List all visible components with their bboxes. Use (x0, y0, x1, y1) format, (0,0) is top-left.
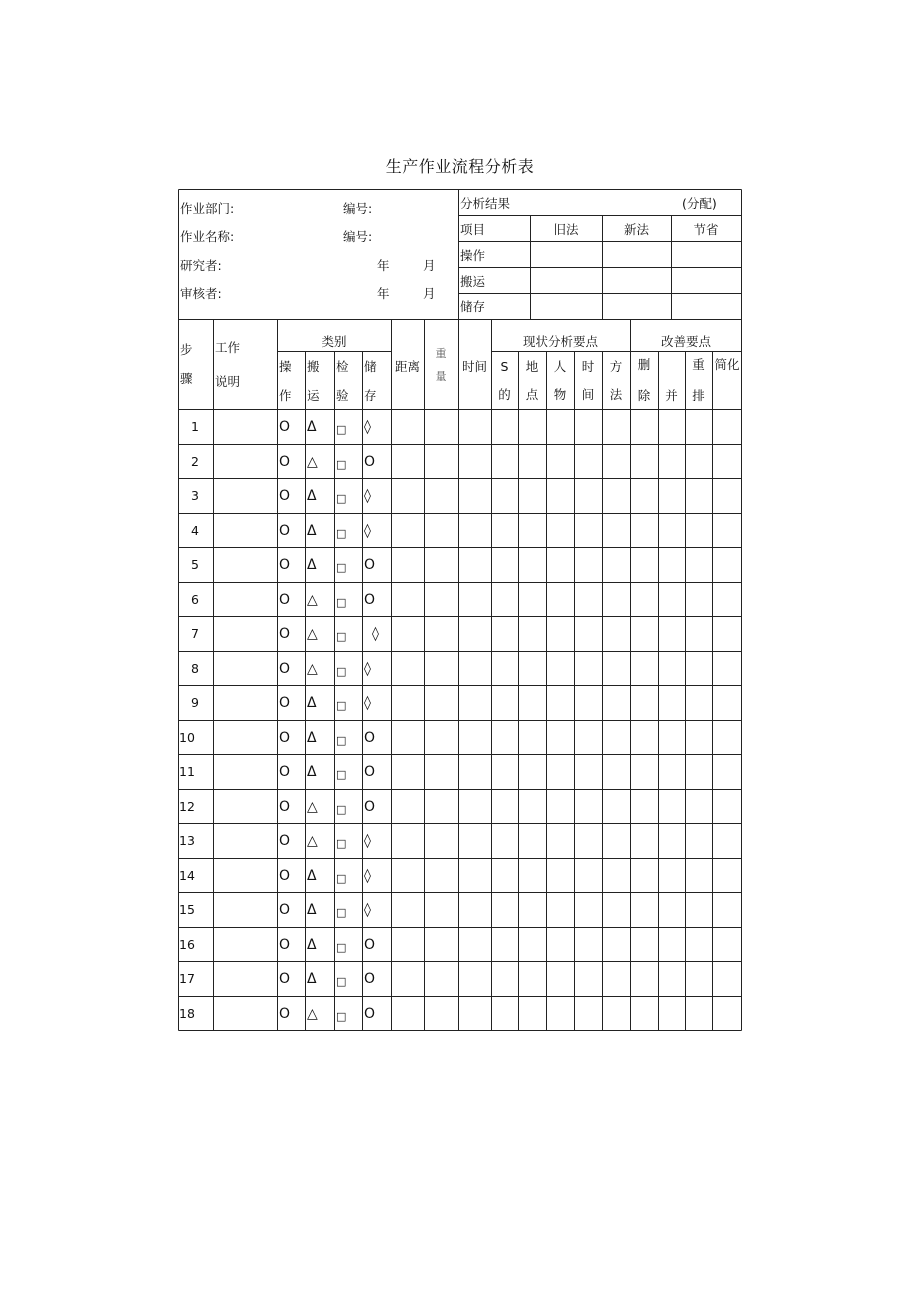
header-time: 时间 (461, 359, 487, 374)
row-number: 12 (179, 798, 195, 814)
transport-symbol: Δ (307, 557, 317, 573)
month-label: 月 (423, 258, 436, 273)
inspection-symbol: □ (336, 975, 347, 988)
storage-symbol: ◊ (364, 867, 371, 884)
transport-symbol: Δ (307, 936, 317, 953)
header-improvement: 改善要点 (660, 334, 711, 349)
transport-symbol: △ (307, 660, 318, 677)
dept-label: 作业部门: (180, 201, 235, 216)
header-status-place-1: 地 (525, 359, 539, 374)
inspection-symbol: □ (336, 526, 347, 540)
inspection-symbol: □ (336, 664, 347, 678)
storage-symbol: ◊ (372, 626, 379, 642)
storage-symbol: O (364, 1005, 376, 1022)
header-cat-mv-1: 搬 (307, 359, 320, 374)
operation-symbol: O (279, 936, 291, 953)
operation-symbol: O (279, 971, 291, 987)
number-label: 编号: (343, 201, 373, 216)
transport-symbol: Δ (307, 522, 317, 539)
inspection-symbol: □ (336, 1009, 347, 1023)
transport-symbol: Δ (307, 488, 317, 504)
storage-symbol: ◊ (364, 833, 371, 849)
result-row-operation: 操作 (460, 248, 486, 263)
header-status-time-2: 间 (581, 387, 595, 402)
result-row-transport: 搬运 (460, 274, 486, 289)
transport-symbol: Δ (307, 729, 317, 746)
inspection-symbol: □ (336, 837, 347, 850)
page-title: 生产作业流程分析表 (385, 157, 535, 176)
storage-symbol: ◊ (364, 902, 371, 918)
inspection-symbol: □ (336, 802, 347, 816)
row-number: 4 (191, 522, 199, 538)
transport-symbol: △ (307, 626, 318, 642)
header-improve-reorder-1: 重 (692, 357, 705, 372)
header-status-s-2: 的 (498, 387, 511, 402)
row-number: 3 (191, 488, 199, 503)
storage-symbol: O (364, 971, 376, 987)
year-label-2: 年 (377, 286, 390, 301)
result-header-saving: 节省 (693, 222, 719, 237)
storage-symbol: O (364, 798, 376, 815)
row-number: 8 (191, 660, 199, 676)
month-label-2: 月 (423, 286, 436, 301)
header-cat-st-1: 储 (364, 359, 377, 374)
header-cat-op-2: 作 (279, 388, 292, 403)
header-cat-mv-2: 运 (307, 388, 320, 403)
row-number: 11 (179, 764, 195, 779)
transport-symbol: Δ (307, 902, 317, 918)
storage-symbol: ◊ (364, 695, 371, 711)
row-number: 15 (179, 902, 195, 917)
header-cat-ck-1: 检 (336, 359, 349, 374)
header-cat-op-1: 操 (279, 359, 292, 374)
job-name-label: 作业名称: (180, 229, 235, 244)
operation-symbol: O (279, 867, 291, 884)
operation-symbol: O (279, 626, 291, 642)
inspection-symbol: □ (336, 733, 347, 747)
row-number: 13 (179, 833, 195, 848)
result-header-old: 旧法 (553, 222, 579, 237)
header-distance: 距离 (394, 359, 420, 374)
header-status-person-2: 物 (553, 387, 567, 402)
header-weight-1: 重 (435, 347, 447, 360)
operation-symbol: O (279, 729, 291, 746)
operation-symbol: O (279, 902, 291, 918)
row-number: 1 (191, 419, 199, 434)
operation-symbol: O (279, 833, 291, 849)
inspection-symbol: □ (336, 940, 347, 954)
storage-symbol: O (364, 591, 376, 608)
header-category: 类别 (321, 334, 347, 349)
row-number: 2 (191, 453, 199, 469)
operation-symbol: O (279, 764, 291, 780)
operation-symbol: O (279, 557, 291, 573)
storage-symbol: O (364, 557, 376, 573)
transport-symbol: Δ (307, 764, 317, 780)
year-label: 年 (377, 258, 390, 273)
researcher-label: 研究者: (180, 258, 222, 273)
row-number: 18 (179, 1005, 195, 1021)
result-note: (分配) (682, 196, 717, 211)
header-step-2: 骤 (180, 371, 193, 386)
row-number: 9 (191, 695, 199, 710)
operation-symbol: O (279, 522, 291, 539)
storage-symbol: ◊ (364, 660, 371, 677)
inspection-symbol: □ (336, 699, 347, 712)
operation-symbol: O (279, 660, 291, 677)
row-number: 16 (179, 936, 195, 952)
row-number: 6 (191, 591, 199, 607)
header-work-1: 工作 (215, 340, 241, 355)
operation-symbol: O (279, 488, 291, 504)
result-header-item: 项目 (460, 222, 486, 237)
header-status-person-1: 人 (553, 359, 567, 374)
header-improve-merge-2: 并 (665, 388, 678, 403)
transport-symbol: △ (307, 591, 318, 608)
operation-symbol: O (279, 453, 291, 470)
result-header-new: 新法 (623, 222, 649, 237)
header-status-method-2: 法 (609, 387, 623, 402)
row-number: 5 (191, 557, 199, 572)
inspection-symbol: □ (336, 457, 347, 471)
header-status-analysis: 现状分析要点 (522, 334, 598, 349)
table-grid (178, 189, 742, 1031)
transport-symbol: Δ (307, 867, 317, 884)
header-cat-ck-2: 验 (336, 388, 349, 403)
header-status-time-1: 时 (581, 359, 595, 374)
inspection-symbol: □ (336, 630, 347, 643)
operation-symbol: O (279, 591, 291, 608)
transport-symbol: △ (307, 798, 318, 815)
inspection-symbol: □ (336, 871, 347, 885)
storage-symbol: ◊ (364, 488, 371, 504)
result-row-storage: 储存 (460, 299, 486, 314)
transport-symbol: △ (307, 833, 318, 849)
storage-symbol: O (364, 936, 376, 953)
inspection-symbol: □ (336, 561, 347, 574)
row-number: 7 (191, 626, 199, 641)
transport-symbol: Δ (307, 419, 317, 435)
header-cat-st-2: 存 (364, 388, 377, 403)
process-analysis-table (178, 189, 742, 1031)
result-title: 分析结果 (460, 196, 511, 211)
storage-symbol: O (364, 729, 376, 746)
inspection-symbol: □ (336, 423, 347, 436)
transport-symbol: △ (307, 453, 318, 470)
row-number: 17 (179, 971, 195, 986)
header-improve-delete-1: 删 (637, 357, 651, 372)
storage-symbol: O (364, 453, 376, 470)
reviewer-label: 审核者: (180, 286, 222, 301)
number-label-2: 编号: (343, 229, 373, 244)
transport-symbol: △ (307, 1005, 318, 1022)
header-work-2: 说明 (215, 374, 241, 389)
header-improve-simplify-1: 简化 (714, 357, 740, 372)
inspection-symbol: □ (336, 595, 347, 609)
header-improve-reorder-2: 排 (692, 388, 705, 403)
inspection-symbol: □ (336, 492, 347, 505)
storage-symbol: O (364, 764, 376, 780)
header-status-method-1: 方 (609, 359, 623, 374)
storage-symbol: ◊ (364, 419, 371, 435)
row-number: 10 (179, 729, 195, 745)
operation-symbol: O (279, 798, 291, 815)
inspection-symbol: □ (336, 906, 347, 919)
operation-symbol: O (279, 419, 291, 435)
header-status-place-2: 点 (525, 387, 539, 402)
header-improve-delete-2: 除 (637, 388, 651, 403)
transport-symbol: Δ (307, 971, 317, 987)
header-weight-2: 量 (435, 370, 447, 383)
header-status-s-1: S (500, 359, 509, 374)
operation-symbol: O (279, 695, 291, 711)
storage-symbol: ◊ (364, 522, 371, 539)
operation-symbol: O (279, 1005, 291, 1022)
header-step-1: 步 (180, 342, 193, 357)
inspection-symbol: □ (336, 768, 347, 781)
row-number: 14 (179, 867, 195, 883)
transport-symbol: Δ (307, 695, 317, 711)
